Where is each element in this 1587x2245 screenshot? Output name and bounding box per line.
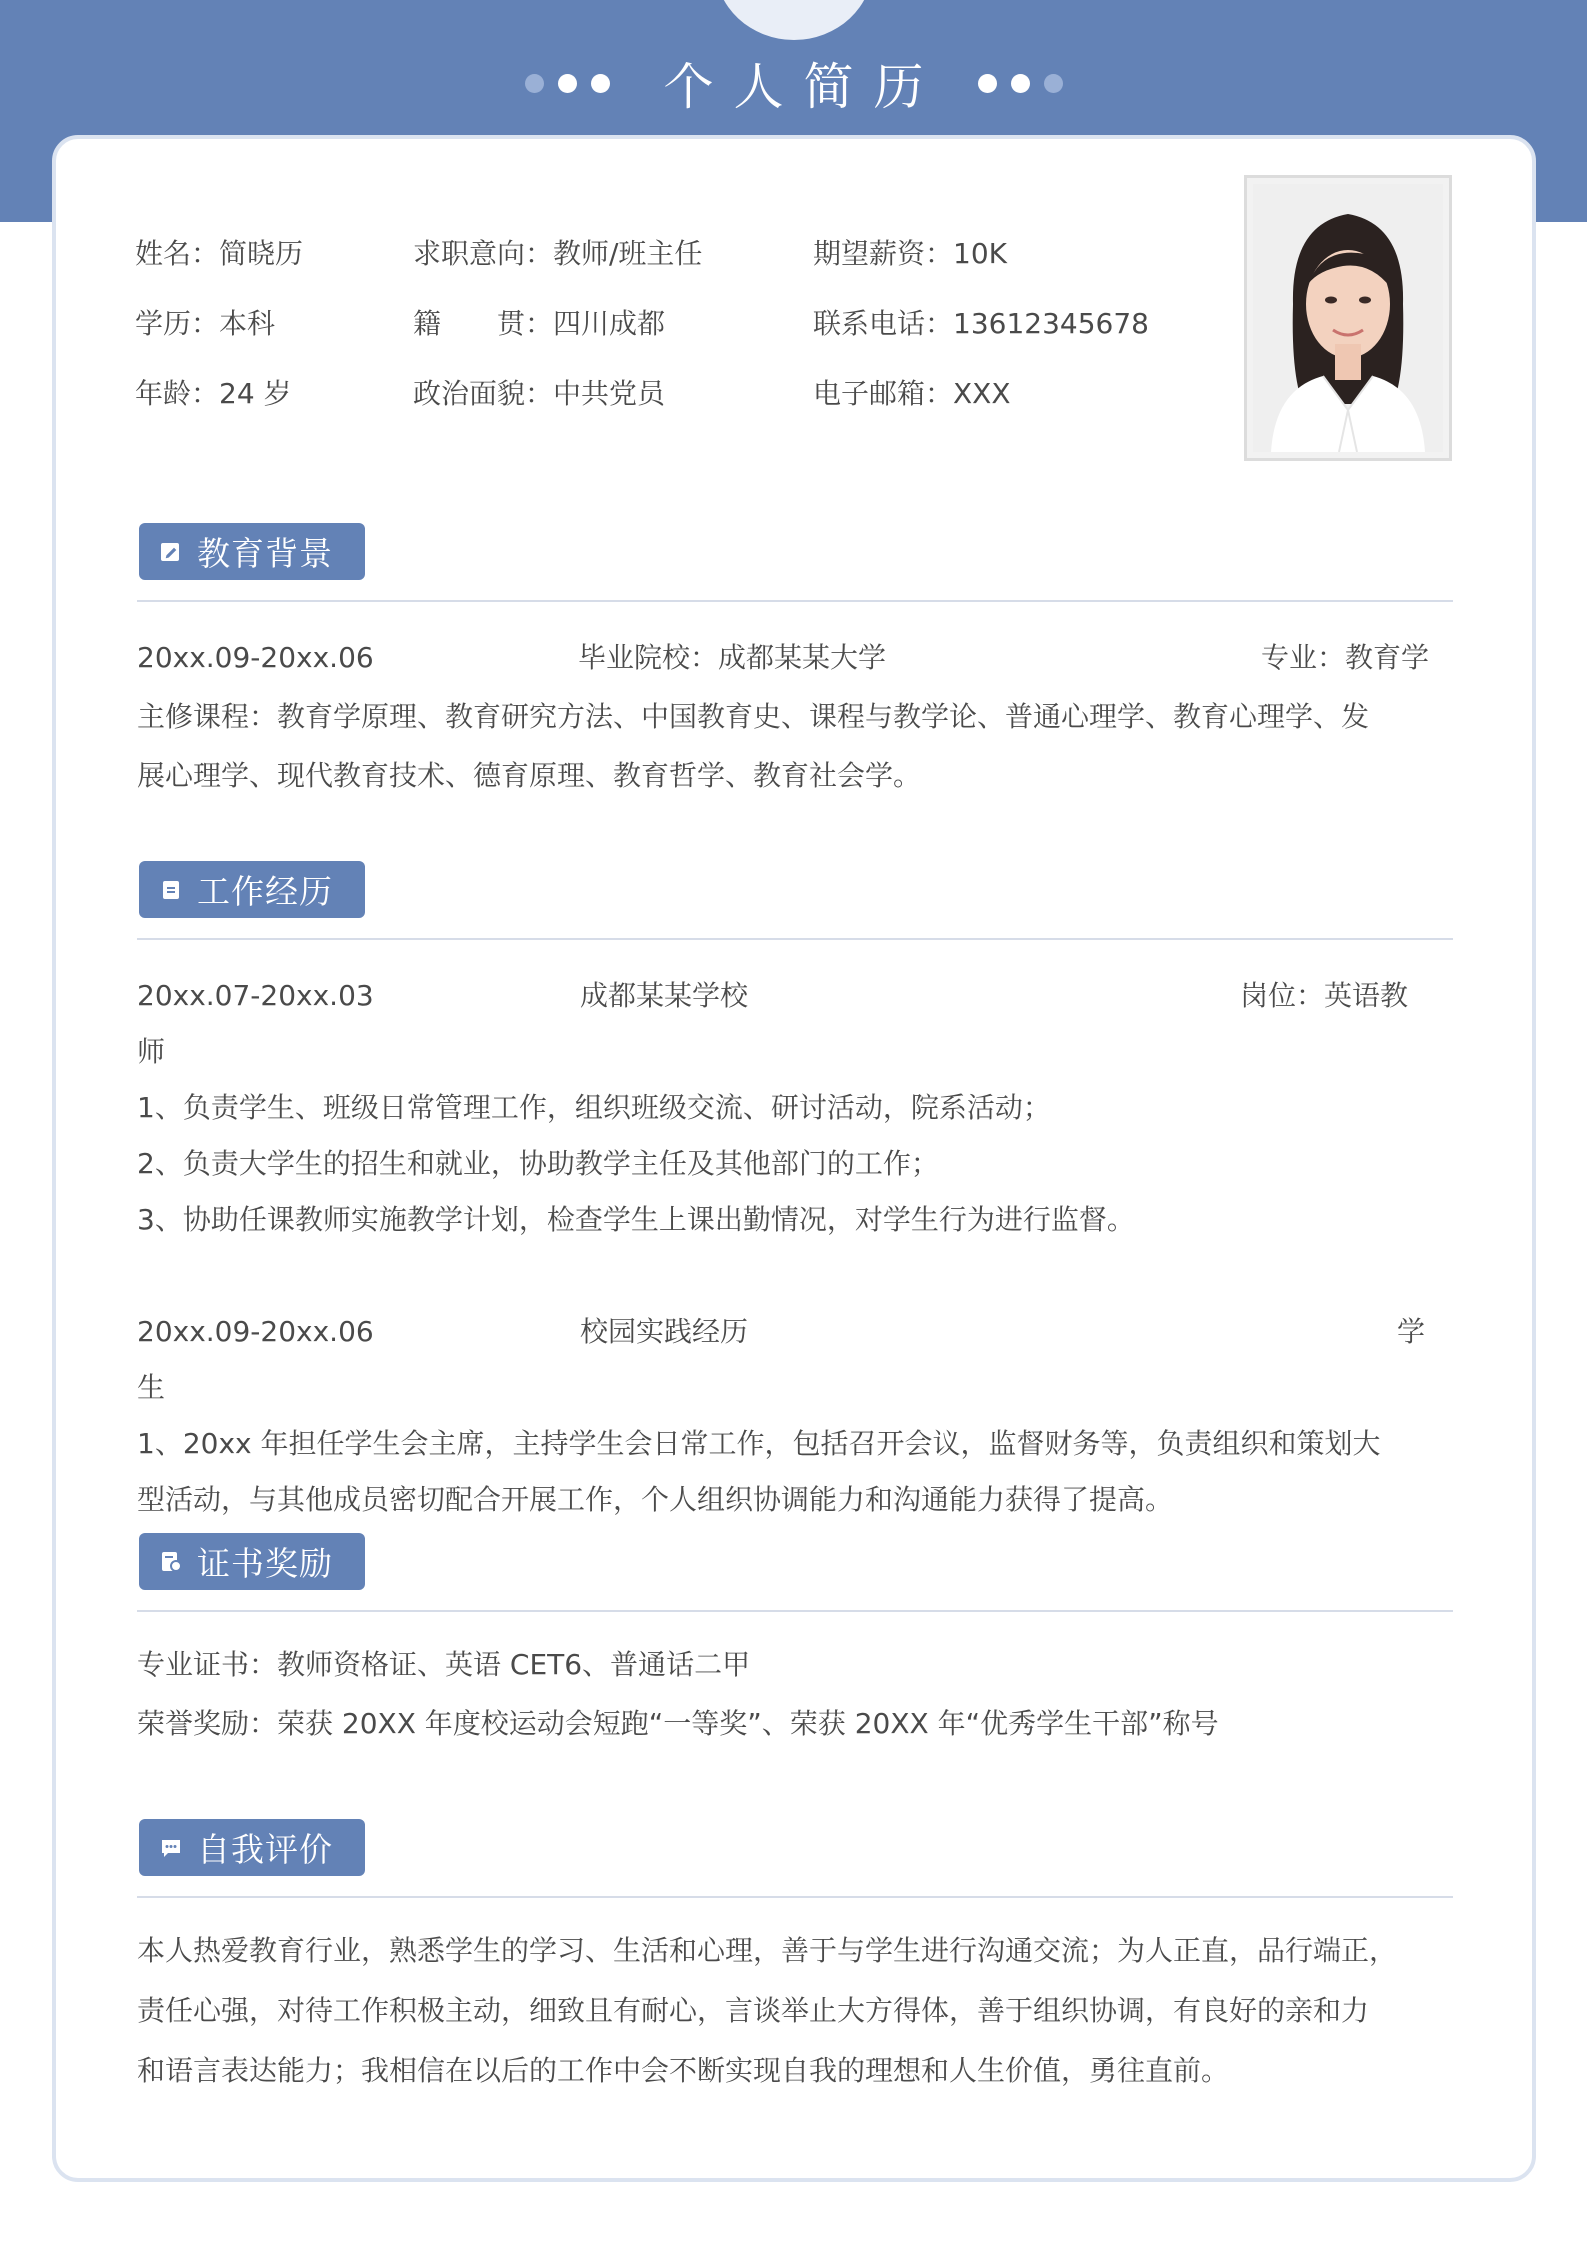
age-field: 年龄：24 岁 — [135, 377, 292, 410]
education-period: 20xx.09-20xx.06 — [137, 641, 374, 674]
job-duty: 1、负责学生、班级日常管理工作，组织班级交流、研讨活动，院系活动； — [137, 1091, 1051, 1124]
job-role: 学 — [1397, 1315, 1426, 1348]
page-title: 个人简历 — [663, 58, 944, 116]
self-eval-title: 自我评价 — [197, 1830, 333, 1869]
dot-decoration — [1011, 74, 1030, 93]
salary-field: 期望薪资：10K — [813, 237, 1007, 270]
basic-info — [135, 232, 1235, 442]
certs-badge — [139, 1533, 365, 1590]
dot-decoration — [558, 74, 577, 93]
job-duty: 3、协助任课教师实施教学计划，检查学生上课出勤情况，对学生行为进行监督。 — [137, 1203, 1135, 1236]
education-field: 学历：本科 — [135, 307, 276, 340]
origin-field: 籍 贯：四川成都 — [413, 307, 666, 340]
job-role: 岗位：英语教 — [1240, 979, 1409, 1012]
education-section — [137, 523, 1453, 805]
award-line: 荣誉奖励：荣获 20XX 年度校运动会短跑“一等奖”、荣获 20XX 年“优秀学生干部”称号 — [137, 1707, 1219, 1740]
cert-line: 专业证书：教师资格证、英语 CET6、普通话二甲 — [137, 1648, 751, 1681]
name-field: 姓名：简晓历 — [135, 237, 304, 270]
job-role-wrap: 师 — [137, 1035, 166, 1068]
portrait-image — [1253, 184, 1443, 452]
section-divider — [137, 1610, 1453, 1612]
job-org: 成都某某学校 — [580, 979, 749, 1012]
self-eval-line: 和语言表达能力；我相信在以后的工作中会不断实现自我的理想和人生价值，勇往直前。 — [137, 2054, 1230, 2087]
certs-section — [137, 1533, 1453, 1753]
job-duty: 型活动，与其他成员密切配合开展工作，个人组织协调能力和沟通能力获得了提高。 — [137, 1483, 1174, 1516]
education-title: 教育背景 — [197, 534, 333, 573]
edit-note-icon — [159, 540, 183, 564]
document-icon — [159, 878, 183, 902]
job-intent-field: 求职意向：教师/班主任 — [413, 237, 703, 270]
header-title-row — [0, 48, 1587, 118]
education-courses-line: 展心理学、现代教育技术、德育原理、教育哲学、教育社会学。 — [137, 759, 922, 792]
job-period: 20xx.07-20xx.03 — [137, 979, 374, 1012]
work-badge — [139, 861, 365, 918]
education-courses-line: 主修课程：教育学原理、教育研究方法、中国教育史、课程与教学论、普通心理学、教育心理学、发 — [137, 700, 1370, 733]
education-major: 专业：教育学 — [1261, 641, 1430, 674]
politics-field: 政治面貌：中共党员 — [413, 377, 666, 410]
title-dots-right — [978, 74, 1063, 93]
education-badge — [139, 523, 365, 580]
dot-decoration — [525, 74, 544, 93]
job-org: 校园实践经历 — [580, 1315, 749, 1348]
self-eval-line: 本人热爱教育行业，熟悉学生的学习、生活和心理，善于与学生进行沟通交流；为人正直，品行端正， — [137, 1934, 1398, 1967]
certificate-icon — [159, 1550, 183, 1574]
email-field: 电子邮箱：XXX — [813, 377, 1011, 410]
work-content — [137, 968, 1453, 1584]
title-dots-left — [525, 74, 610, 93]
phone-field: 联系电话：13612345678 — [813, 307, 1149, 340]
dot-decoration — [591, 74, 610, 93]
self-eval-line: 责任心强，对待工作积极主动，细致且有耐心，言谈举止大方得体，善于组织协调，有良好的亲和力 — [137, 1994, 1370, 2027]
dot-decoration — [1044, 74, 1063, 93]
education-school: 毕业院校：成都某某大学 — [578, 641, 887, 674]
job-role-wrap: 生 — [137, 1371, 166, 1404]
self-eval-section — [137, 1819, 1453, 2101]
profile-photo — [1244, 175, 1452, 461]
certs-title: 证书奖励 — [197, 1544, 333, 1583]
job-duty: 2、负责大学生的招生和就业，协助教学主任及其他部门的工作； — [137, 1147, 939, 1180]
job-period: 20xx.09-20xx.06 — [137, 1315, 374, 1348]
section-divider — [137, 1896, 1453, 1898]
section-divider — [137, 600, 1453, 602]
work-section — [137, 861, 1453, 1584]
work-title: 工作经历 — [197, 872, 333, 911]
job-duty: 1、20xx 年担任学生会主席，主持学生会日常工作，包括召开会议，监督财务等，负责组织和策划大 — [137, 1427, 1381, 1460]
self-eval-badge — [139, 1819, 365, 1876]
chat-bubble-icon — [159, 1836, 183, 1860]
dot-decoration — [978, 74, 997, 93]
section-divider — [137, 938, 1453, 940]
